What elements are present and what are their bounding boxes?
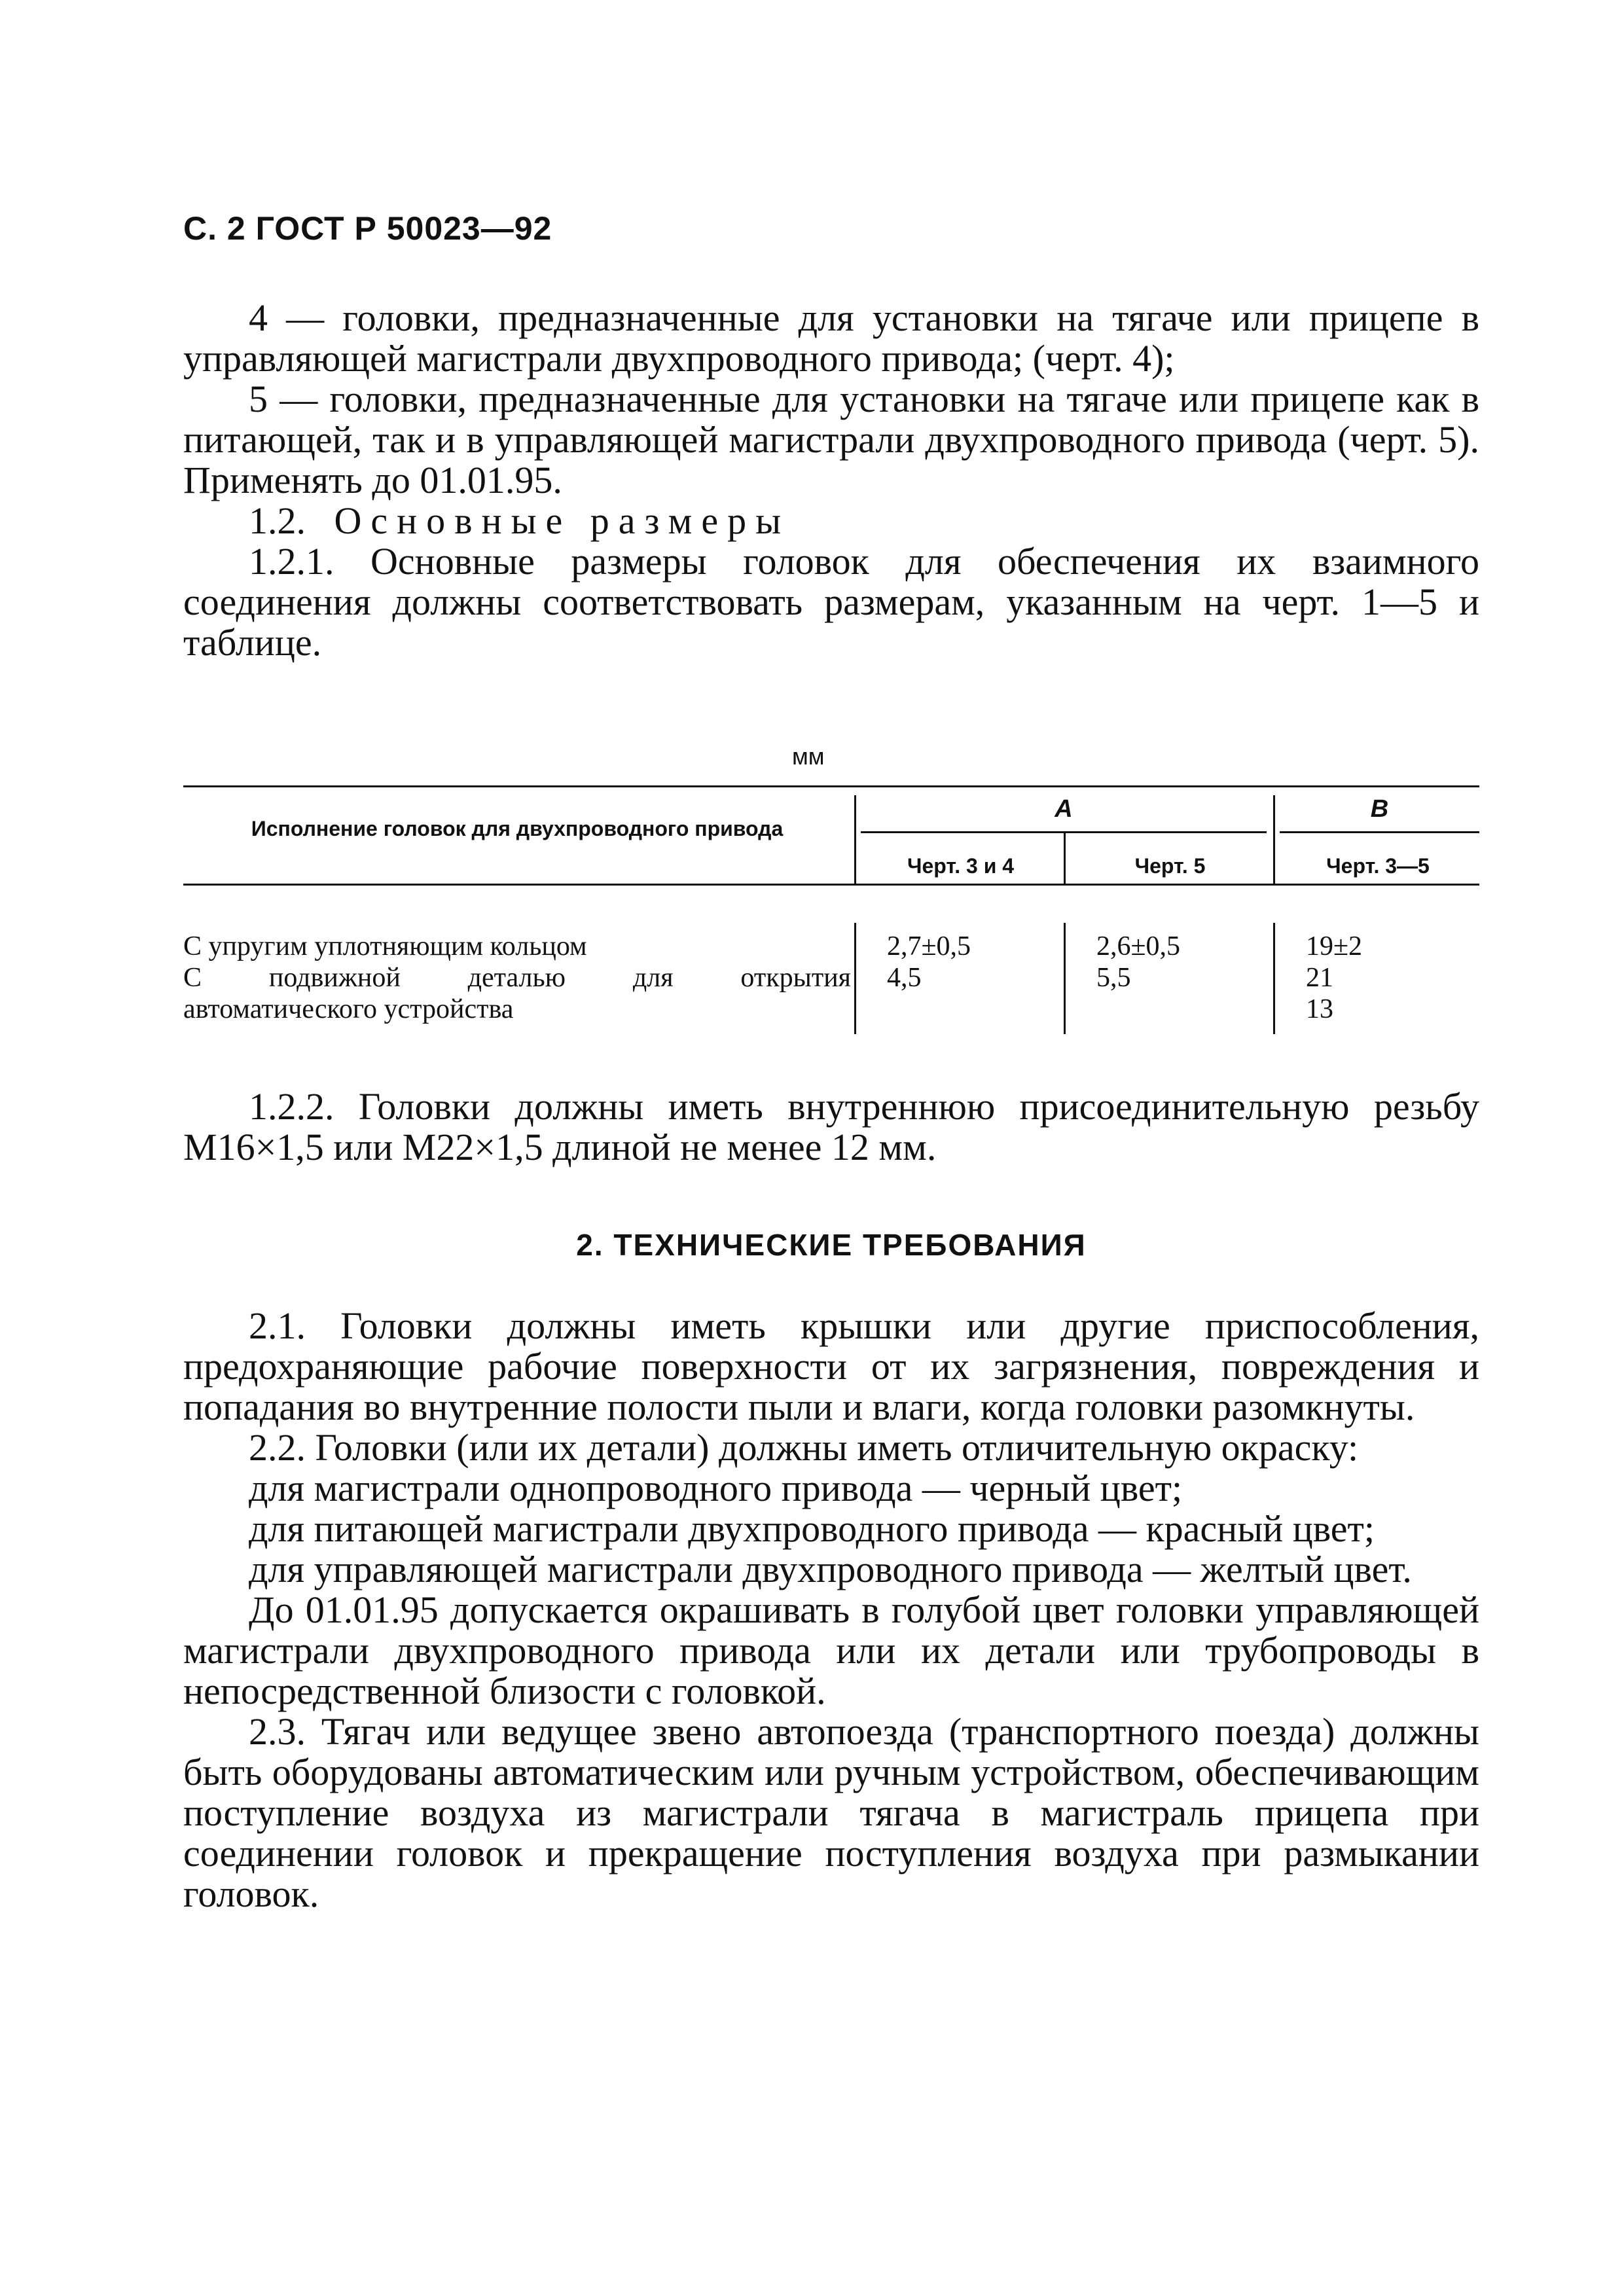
page-header: С. 2 ГОСТ Р 50023—92: [183, 210, 552, 247]
cell-a1-row2: 4,5: [887, 963, 922, 993]
column-header-variant: Исполнение головок для двухпроводного привода: [251, 817, 784, 840]
intro-block: [183, 298, 1479, 663]
header-divider-1: [854, 795, 856, 884]
table-unit: мм: [792, 743, 825, 770]
cell-b-row3: 13: [1306, 994, 1333, 1024]
paragraph-1-2-2: 1.2.2. Головки должны иметь внутреннюю присоединительную резьбу М16×1,5 или М22×1,5 длиной не менее 12 мм.: [183, 1085, 1479, 1168]
row-labels: [183, 931, 851, 1025]
body-divider-3: [1273, 923, 1275, 1034]
table-header-rule: [183, 884, 1479, 886]
paragraph-2-2: 2.2. Головки (или их детали) должны иметь отличительную окраску:: [249, 1426, 1359, 1469]
cell-a1-row1: 2,7±0,5: [887, 931, 971, 961]
color-item-3: для управляющей магистрали двухпроводного привода — желтый цвет.: [249, 1548, 1412, 1590]
intro-item-4: 4 — головки, предназначенные для установки на тягаче или прицепе в управляющей магистрали двухпроводного привода; (черт. 4);: [183, 296, 1479, 380]
cell-a2-row2: 5,5: [1096, 963, 1131, 993]
group-header-a: А: [1055, 795, 1073, 823]
cell-a2-row1: 2,6±0,5: [1096, 931, 1181, 961]
section-2-body: [183, 1306, 1479, 1914]
subheader-a1: Черт. 3 и 4: [907, 854, 1015, 878]
body-divider-2: [1064, 923, 1066, 1034]
subheader-a2: Черт. 5: [1134, 854, 1206, 878]
group-header-b: В: [1370, 795, 1389, 823]
row-label-1: С упругим уплотняющим кольцом: [183, 931, 587, 961]
header-divider-2: [1064, 833, 1066, 884]
section-2-title: 2. ТЕХНИЧЕСКИЕ ТРЕБОВАНИЯ: [576, 1228, 1087, 1262]
paragraph-2-3: 2.3. Тягач или ведущее звено автопоезда (транспортного поезда) должны быть оборудованы автоматическим или ручным устройством, обеспечивающим поступление воздуха из магистрали тягача в магистраль прицепа при соединении головок и прекращение поступления воздуха при размыкании головок.: [183, 1710, 1479, 1915]
row-label-2: С подвижной деталью для открытия: [183, 963, 851, 993]
paragraph-1-2-1: 1.2.1. Основные размеры головок для обеспечения их взаимного соединения должны соответствовать размерам, указанным на черт. 1—5 и таблице.: [183, 540, 1479, 664]
paragraph-1-2-2-block: [183, 1086, 1479, 1168]
paragraph-2-2-note: До 01.01.95 допускается окрашивать в голубой цвет головки управляющей магистрали двухпроводного привода или их детали или трубопроводы в непосредственной близости с головкой.: [183, 1588, 1479, 1712]
header-divider-3: [1273, 795, 1275, 884]
section-1-2-number: 1.2.: [249, 499, 306, 542]
subheader-b: Черт. 3—5: [1326, 854, 1430, 878]
row-label-3: автоматического устройства: [183, 994, 514, 1024]
intro-item-5: 5 — головки, предназначенные для установки на тягаче или прицепе как в питающей, так и в управляющей магистрали двухпроводного привода (черт. 5). Применять до 01.01.95.: [183, 378, 1479, 501]
color-item-1: для магистрали однопроводного привода — черный цвет;: [249, 1467, 1183, 1509]
cell-b-row1: 19±2: [1306, 931, 1363, 961]
section-1-2-title: Основные размеры: [334, 499, 791, 542]
paragraph-2-1: 2.1. Головки должны иметь крышки или другие приспособления, предохраняющие рабочие поверхности от их загрязнения, повреждения и попадания во внутренние полости пыли и влаги, когда головки разомкнуты.: [183, 1304, 1479, 1428]
group-b-rule: [1280, 831, 1479, 833]
dimensions-table: [183, 785, 1479, 1047]
section-1-2-heading: [183, 501, 1479, 541]
table-top-rule: [183, 785, 1479, 787]
color-item-2: для питающей магистрали двухпроводного привода — красный цвет;: [249, 1507, 1375, 1550]
cell-b-row2: 21: [1306, 963, 1333, 993]
body-divider-1: [854, 923, 856, 1034]
